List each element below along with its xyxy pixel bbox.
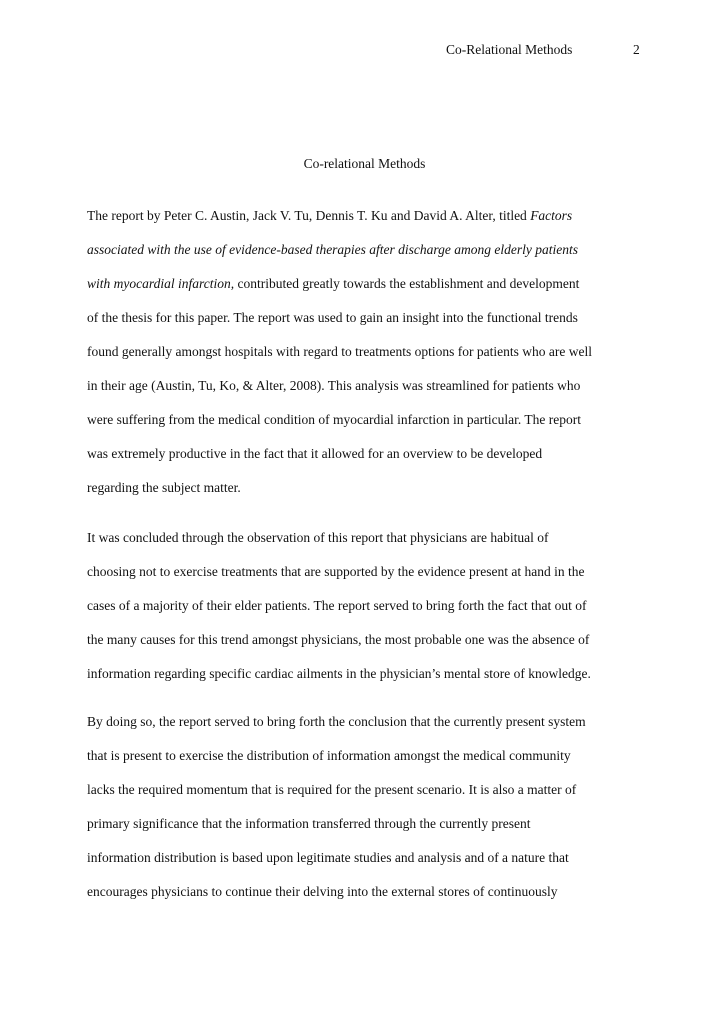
paragraph-3-line-1: By doing so, the report served to bring forth the conclusion that the currently present system — [87, 714, 586, 729]
paragraph-1-line-1 — [87, 206, 572, 226]
paragraph-2-line-5: information regarding specific cardiac ailments in the physician’s mental store of knowledge. — [87, 666, 591, 681]
paragraph-1-line-4: of the thesis for this paper. The report was used to gain an insight into the functional trends — [87, 310, 578, 325]
paragraph-1-line-5: found generally amongst hospitals with regard to treatments options for patients who are well — [87, 344, 593, 359]
paragraph-2-line-2: choosing not to exercise treatments that are supported by the evidence present at hand in the — [87, 564, 585, 579]
paragraph-3-line-3: lacks the required momentum that is required for the present scenario. It is also a matter of — [87, 782, 577, 797]
paragraph-3-line-4: primary significance that the information transferred through the currently present — [87, 816, 531, 831]
italic-title-run: Factors — [530, 208, 573, 223]
paragraph-3-line-5: information distribution is based upon legitimate studies and analysis and of a nature that — [87, 850, 569, 865]
paragraph-1-line-8: was extremely productive in the fact that it allowed for an overview to be developed — [87, 446, 543, 461]
paragraph-1-line-3 — [87, 274, 579, 294]
paragraph-2-line-3: cases of a majority of their elder patients. The report served to bring forth the fact that out of — [87, 598, 587, 613]
text-run: The report by Peter C. Austin, Jack V. Tu, Dennis T. Ku and David A. Alter, titled — [87, 208, 531, 223]
running-head — [0, 40, 728, 60]
italic-title-run: associated with the use of evidence-based therapies after discharge among elderly patients — [87, 242, 579, 257]
paragraph-1-line-2 — [87, 240, 578, 260]
paragraph-2-line-4: the many causes for this trend amongst physicians, the most probable one was the absence of — [87, 632, 590, 647]
paragraph-1-line-6: in their age (Austin, Tu, Ko, & Alter, 2008). This analysis was streamlined for patients who — [87, 378, 581, 393]
section-heading: Co-relational Methods — [303, 156, 426, 171]
italic-title-run: with myocardial infarction, — [87, 276, 235, 291]
page-number: 2 — [633, 42, 640, 57]
text-run: contributed greatly towards the establishment and development — [234, 276, 580, 291]
paragraph-3-line-6: encourages physicians to continue their delving into the external stores of continuously — [87, 884, 558, 899]
paragraph-1-line-7: were suffering from the medical condition of myocardial infarction in particular. The report — [87, 412, 581, 427]
paragraph-2-line-1: It was concluded through the observation of this report that physicians are habitual of — [87, 530, 549, 545]
running-head-title: Co-Relational Methods — [446, 42, 573, 57]
paragraph-3-line-2: that is present to exercise the distribution of information amongst the medical community — [87, 748, 571, 763]
paragraph-1-line-9: regarding the subject matter. — [87, 480, 241, 495]
